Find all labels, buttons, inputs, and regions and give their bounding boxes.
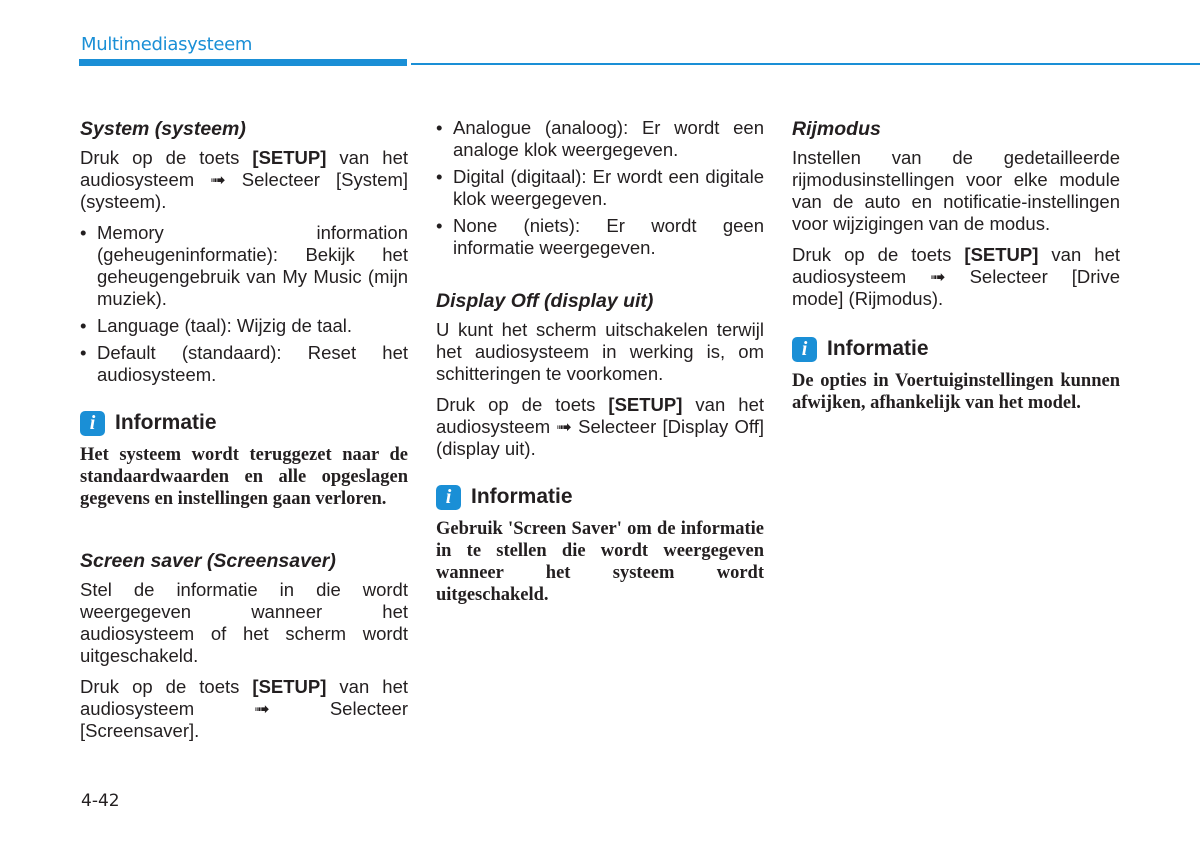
display-off-instruction bbox=[436, 394, 764, 460]
setup-key: [SETUP] bbox=[252, 676, 327, 697]
info-icon: i bbox=[80, 411, 105, 436]
column-3 bbox=[792, 117, 1120, 423]
setup-key: [SETUP] bbox=[252, 147, 327, 168]
drive-mode-heading: Rijmodus bbox=[792, 118, 881, 140]
drive-mode-instruction bbox=[792, 244, 1120, 310]
list-item bbox=[80, 222, 408, 310]
system-intro-text: Druk op de toets bbox=[80, 147, 253, 168]
info-icon: i bbox=[436, 485, 461, 510]
info-title: Informatie bbox=[115, 411, 217, 434]
list-item bbox=[80, 315, 408, 337]
drive-mode-paragraph: Instellen van de gedetailleerde rijmodusinstellingen voor elke module van de auto en notificatie-instellingen voor wijzigingen van de modus. bbox=[792, 147, 1120, 234]
screensaver-instruction-text: Druk op de toets bbox=[80, 676, 253, 697]
display-off-heading: Display Off (display uit) bbox=[436, 290, 654, 312]
setup-key: [SETUP] bbox=[964, 244, 1039, 265]
header-bar-thick bbox=[79, 59, 407, 66]
drive-mode-instruction-text-2: van het audiosysteem ➟ Selecteer [Drive mode] (Rijmodus). bbox=[792, 244, 1120, 309]
info-box-header bbox=[436, 483, 764, 511]
info-box-header bbox=[80, 409, 408, 437]
screensaver-instruction-text-2: van het audiosysteem ➟ Selecteer [Screensaver]. bbox=[80, 676, 408, 741]
info-title: Informatie bbox=[827, 337, 929, 360]
list-item-text: • None (niets): Er wordt geen informatie weergegeven. bbox=[453, 215, 764, 258]
info-box-header bbox=[792, 335, 1120, 363]
setup-key: [SETUP] bbox=[608, 394, 683, 415]
list-item bbox=[436, 215, 764, 259]
system-heading: System (systeem) bbox=[80, 118, 246, 140]
list-item-text: • Memory information (geheugeninformatie): Bekijk het geheugengebruik van My Music (mijn muziek). bbox=[97, 222, 408, 309]
list-item-text: • Language (taal): Wijzig de taal. bbox=[97, 315, 353, 336]
screensaver-paragraph: Stel de informatie in die wordt weergegeven wanneer het audiosysteem of het scherm wordt uitgeschakeld. bbox=[80, 579, 408, 666]
page-number: 4-42 bbox=[81, 791, 120, 811]
column-2 bbox=[436, 117, 764, 615]
info-text: Het systeem wordt teruggezet naar de standaardwaarden en alle opgeslagen gegevens en instellingen gaan verloren. bbox=[80, 445, 408, 509]
list-item bbox=[436, 166, 764, 210]
info-text: De opties in Voertuiginstellingen kunnen afwijken, afhankelijk van het model. bbox=[792, 371, 1120, 413]
display-off-paragraph: U kunt het scherm uitschakelen terwijl het audiosysteem in werking is, om schitteringen te voorkomen. bbox=[436, 319, 764, 384]
display-off-instruction-text-2: van het audiosysteem ➟ Selecteer [Display Off] (display uit). bbox=[436, 394, 764, 459]
info-title: Informatie bbox=[471, 485, 573, 508]
screensaver-instruction bbox=[80, 676, 408, 742]
list-item-text: • Default (standaard): Reset het audiosysteem. bbox=[97, 342, 408, 385]
list-item bbox=[80, 342, 408, 386]
info-icon: i bbox=[792, 337, 817, 362]
list-item-text: • Analogue (analoog): Er wordt een analoge klok weergegeven. bbox=[453, 117, 764, 160]
screensaver-heading: Screen saver (Screensaver) bbox=[80, 550, 336, 572]
drive-mode-instruction-text: Druk op de toets bbox=[792, 244, 965, 265]
header-bar-thin bbox=[411, 63, 1200, 65]
list-item bbox=[436, 117, 764, 161]
list-item-text: • Digital (digitaal): Er wordt een digitale klok weergegeven. bbox=[453, 166, 764, 209]
system-intro bbox=[80, 147, 408, 213]
column-1 bbox=[80, 117, 408, 751]
system-intro-text-2: van het audiosysteem ➟ Selecteer [System] (systeem). bbox=[80, 147, 408, 212]
display-off-instruction-text: Druk op de toets bbox=[436, 394, 609, 415]
info-text: Gebruik 'Screen Saver' om de informatie in te stellen die wordt weergegeven wanneer het systeem wordt uitgeschakeld. bbox=[436, 519, 764, 605]
page-section-title: Multimediasysteem bbox=[81, 34, 253, 55]
